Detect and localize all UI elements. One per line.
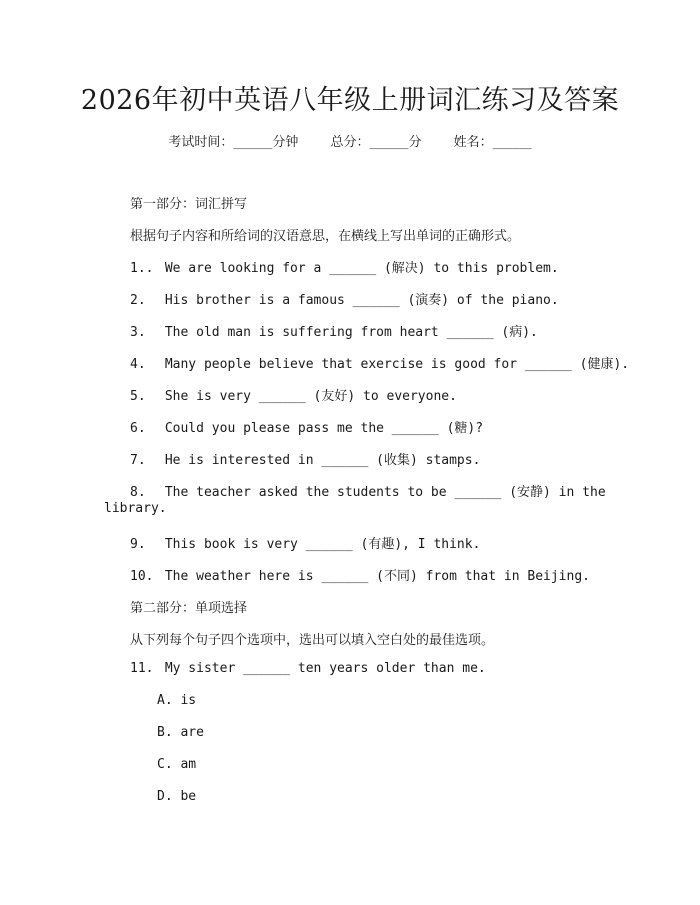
question-text: The old man is suffering from heart ______ (病). <box>164 325 538 340</box>
question-6 <box>130 417 483 436</box>
option-b: B. are <box>157 725 204 740</box>
question-5 <box>130 385 457 404</box>
question-text: We are looking for a ______ (解决) to this problem. <box>164 261 559 276</box>
question-text: The weather here is ______ (不同) from that in Beijing. <box>164 569 590 584</box>
question-7 <box>130 449 480 468</box>
question-number: 3. <box>130 325 146 340</box>
question-number: 9. <box>130 537 146 552</box>
question-number: 11. <box>130 661 154 676</box>
question-text: He is interested in ______ (收集) stamps. <box>164 453 481 468</box>
question-number: 6. <box>130 421 146 436</box>
question-9 <box>130 533 480 552</box>
question-8-continuation: library. <box>104 501 167 516</box>
question-number: 5. <box>130 389 146 404</box>
option-a: A. is <box>157 693 197 708</box>
question-number: 10. <box>130 569 154 584</box>
part2-heading: 第二部分：单项选择 <box>130 601 248 616</box>
question-3 <box>130 321 538 340</box>
question-text: His brother is a famous ______ (演奏) of the piano. <box>164 293 559 308</box>
option-c: C. am <box>157 757 197 772</box>
question-4 <box>130 353 629 372</box>
question-8 <box>130 481 606 500</box>
part2-instruction: 从下列每个句子四个选项中，选出可以填入空白处的最佳选项。 <box>130 633 495 648</box>
question-1 <box>130 257 559 276</box>
exam-time: 考试时间：______分钟 <box>168 135 299 150</box>
page-title: 2026年初中英语八年级上册词汇练习及答案 <box>80 85 620 116</box>
question-text: My sister ______ ten years older than me. <box>164 661 486 676</box>
question-11 <box>130 661 486 676</box>
question-number: 8. <box>130 485 146 500</box>
exam-meta <box>0 131 700 150</box>
question-2 <box>130 289 559 308</box>
question-text: The teacher asked the students to be ______ (安静) in the <box>164 485 606 500</box>
student-name: 姓名：______ <box>453 135 532 150</box>
question-text: Could you please pass me the ______ (糖)? <box>164 421 484 436</box>
exam-score: 总分：______分 <box>330 135 422 150</box>
question-text: Many people believe that exercise is good for ______ (健康). <box>164 357 630 372</box>
question-number: 4. <box>130 357 146 372</box>
question-10 <box>130 565 590 584</box>
question-number: 2. <box>130 293 146 308</box>
option-d: D. be <box>157 789 197 804</box>
question-text: She is very ______ (友好) to everyone. <box>164 389 457 404</box>
part1-heading: 第一部分：词汇拼写 <box>130 197 248 212</box>
question-text: This book is very ______ (有趣), I think. <box>164 537 481 552</box>
question-number: 7. <box>130 453 146 468</box>
part1-instruction: 根据句子内容和所给词的汉语意思，在横线上写出单词的正确形式。 <box>130 229 521 244</box>
question-number: 1.. <box>130 261 154 276</box>
